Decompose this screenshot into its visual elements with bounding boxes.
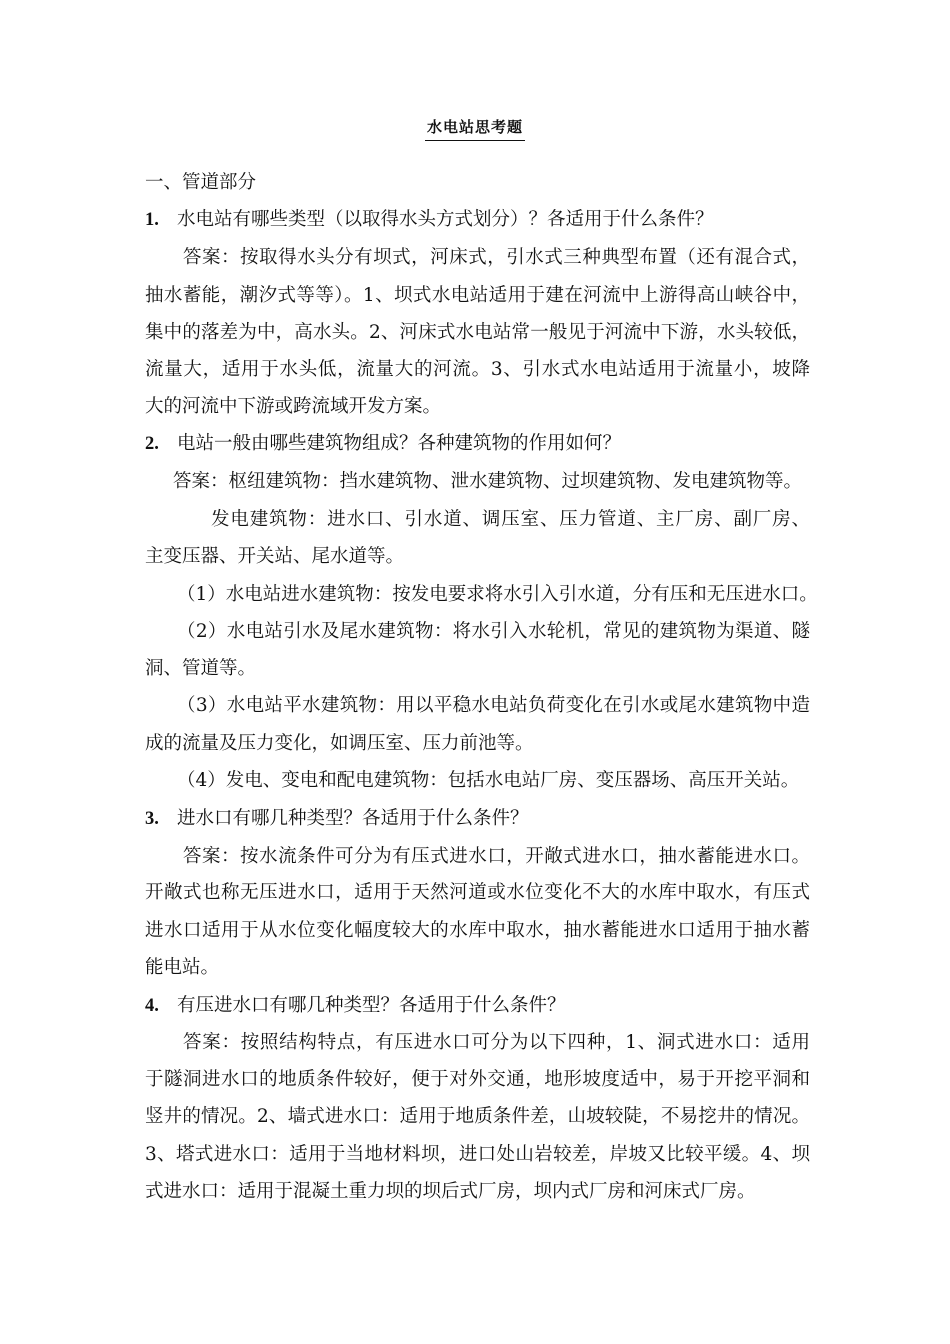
question-text: 有压进水口有哪几种类型？各适用于什么条件？ [177, 995, 566, 1016]
question-number: 2. [145, 434, 159, 454]
answer-line: 答案：枢纽建筑物：挡水建筑物、泄水建筑物、过坝建筑物、发电建筑物等。 [173, 471, 803, 492]
answer-line: 集中的落差为中，高水头。2、河床式水电站常一般见于河流中下游，水头较低， [145, 322, 810, 343]
answer-line: 抽水蓄能，潮汐式等等）。1、坝式水电站适用于建在河流中上游得高山峡谷中， [145, 285, 810, 306]
answer-line: 于隧洞进水口的地质条件较好，便于对外交通，地形坡度适中，易于开挖平洞和 [145, 1069, 810, 1090]
answer-line: （3）水电站平水建筑物：用以平稳水电站负荷变化在引水或尾水建筑物中造 [177, 695, 810, 716]
answer-line: （4）发电、变电和配电建筑物：包括水电站厂房、变压器场、高压开关站。 [177, 770, 800, 791]
question-number: 1. [145, 210, 159, 230]
question-1 [145, 207, 810, 233]
answer-line: 开敞式也称无压进水口，适用于天然河道或水位变化不大的水库中取水，有压式 [145, 882, 810, 903]
answer-line: 主变压器、开关站、尾水道等。 [145, 546, 405, 567]
answer-line: 3、塔式进水口：适用于当地材料坝，进口处山岩较差，岸坡又比较平缓。4、坝 [145, 1144, 810, 1165]
answer-line: 成的流量及压力变化，如调压室、压力前池等。 [145, 733, 534, 754]
question-number: 4. [145, 996, 159, 1016]
answer-line: （2）水电站引水及尾水建筑物：将水引入水轮机，常见的建筑物为渠道、隧 [177, 621, 810, 642]
answer-line: 能电站。 [145, 957, 220, 978]
question-text: 进水口有哪几种类型？各适用于什么条件？ [177, 808, 529, 829]
section-heading: 一、管道部分 [145, 172, 257, 193]
question-2 [145, 431, 810, 457]
answer-line: （1）水电站进水建筑物：按发电要求将水引入引水道，分有压和无压进水口。 [177, 584, 818, 605]
question-3 [145, 806, 810, 832]
question-number: 3. [145, 809, 159, 829]
answer-line: 发电建筑物：进水口、引水道、调压室、压力管道、主厂房、副厂房、 [211, 509, 810, 530]
answer-line: 流量大，适用于水头低，流量大的河流。3、引水式水电站适用于流量小，坡降 [145, 359, 810, 380]
answer-line: 式进水口：适用于混凝土重力坝的坝后式厂房，坝内式厂房和河床式厂房。 [145, 1181, 756, 1202]
answer-line: 答案：按照结构特点，有压进水口可分为以下四种，1、洞式进水口：适用 [183, 1032, 810, 1053]
answer-line: 进水口适用于从水位变化幅度较大的水库中取水，抽水蓄能进水口适用于抽水蓄 [145, 920, 810, 941]
answer-line: 洞、管道等。 [145, 658, 257, 679]
answer-line: 大的河流中下游或跨流域开发方案。 [145, 396, 442, 417]
question-4 [145, 993, 810, 1019]
answer-line: 答案：按水流条件可分为有压式进水口，开敞式进水口，抽水蓄能进水口。 [183, 846, 810, 867]
answer-line: 竖井的情况。2、墙式进水口：适用于地质条件差，山坡较陡，不易挖井的情况。 [145, 1106, 810, 1127]
question-text: 水电站有哪些类型（以取得水头方式划分）？各适用于什么条件？ [177, 209, 714, 230]
question-text: 电站一般由哪些建筑物组成？各种建筑物的作用如何？ [177, 433, 622, 454]
document-title: 水电站思考题 [0, 116, 950, 141]
answer-line: 答案：按取得水头分有坝式，河床式，引水式三种典型布置（还有混合式， [183, 247, 810, 268]
